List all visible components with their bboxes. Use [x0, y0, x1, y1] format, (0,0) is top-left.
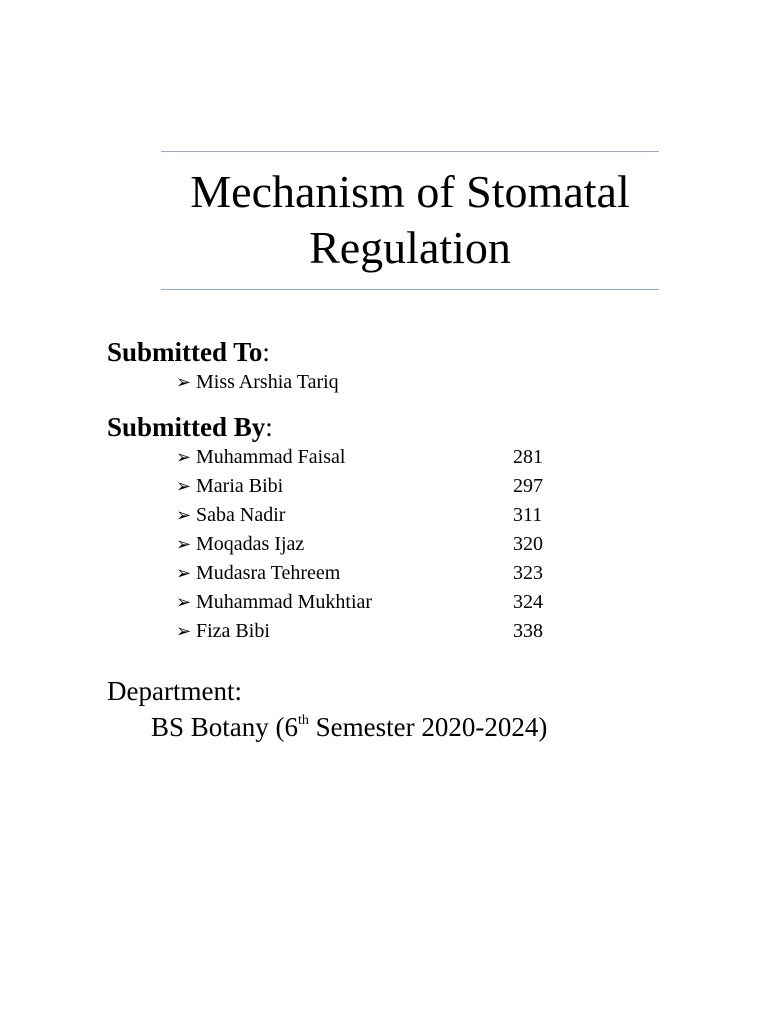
- title-top-rule: [161, 151, 659, 152]
- list-item: [176, 368, 513, 397]
- submitted-by-heading: [107, 411, 273, 443]
- list-item: [176, 443, 543, 472]
- member-name: Muhammad Mukhtiar: [196, 591, 373, 613]
- title-bottom-rule: [161, 289, 659, 290]
- member-name: Moqadas Ijaz: [196, 533, 305, 555]
- submitted-by-colon: :: [265, 412, 273, 442]
- title-line-2: Regulation: [309, 222, 511, 273]
- member-roll-number: 338: [513, 620, 543, 642]
- ordinal-suffix: th: [298, 713, 309, 728]
- submitted-to-heading: [107, 336, 270, 368]
- arrow-bullet-icon: ➢: [176, 563, 192, 583]
- member-roll-number: 323: [513, 562, 543, 584]
- supervisor-name: Miss Arshia Tariq: [196, 371, 339, 393]
- submitted-to-list: [176, 368, 513, 397]
- submitted-to-heading-text: Submitted To: [107, 337, 263, 367]
- list-item: [176, 530, 543, 559]
- department-label: Department:: [107, 676, 242, 706]
- member-roll-number: 320: [513, 533, 543, 555]
- list-item: [176, 501, 543, 530]
- arrow-bullet-icon: ➢: [176, 621, 192, 641]
- arrow-bullet-icon: ➢: [176, 372, 192, 392]
- member-roll-number: 297: [513, 475, 543, 497]
- member-name: Mudasra Tehreem: [196, 562, 341, 584]
- member-name: Saba Nadir: [196, 504, 286, 526]
- arrow-bullet-icon: ➢: [176, 476, 192, 496]
- member-roll-number: 281: [513, 446, 543, 468]
- submitted-by-list: [176, 443, 543, 646]
- member-roll-number: 311: [513, 504, 543, 526]
- department-value: [151, 709, 547, 745]
- arrow-bullet-icon: ➢: [176, 534, 192, 554]
- submitted-by-heading-text: Submitted By: [107, 412, 266, 442]
- list-item: [176, 617, 543, 646]
- title-line-1: Mechanism of Stomatal: [190, 166, 630, 217]
- list-item: [176, 559, 543, 588]
- list-item: [176, 472, 543, 501]
- member-name: Muhammad Faisal: [196, 446, 346, 468]
- member-roll-number: 324: [513, 591, 543, 613]
- list-item: [176, 588, 543, 617]
- arrow-bullet-icon: ➢: [176, 447, 192, 467]
- department-program: BS Botany (6: [151, 712, 299, 742]
- member-name: Fiza Bibi: [196, 620, 270, 642]
- arrow-bullet-icon: ➢: [176, 592, 192, 612]
- arrow-bullet-icon: ➢: [176, 505, 192, 525]
- submitted-to-colon: :: [262, 337, 270, 367]
- department-semester: Semester 2020-2024): [308, 712, 548, 742]
- document-title: [161, 164, 659, 276]
- member-name: Maria Bibi: [196, 475, 284, 497]
